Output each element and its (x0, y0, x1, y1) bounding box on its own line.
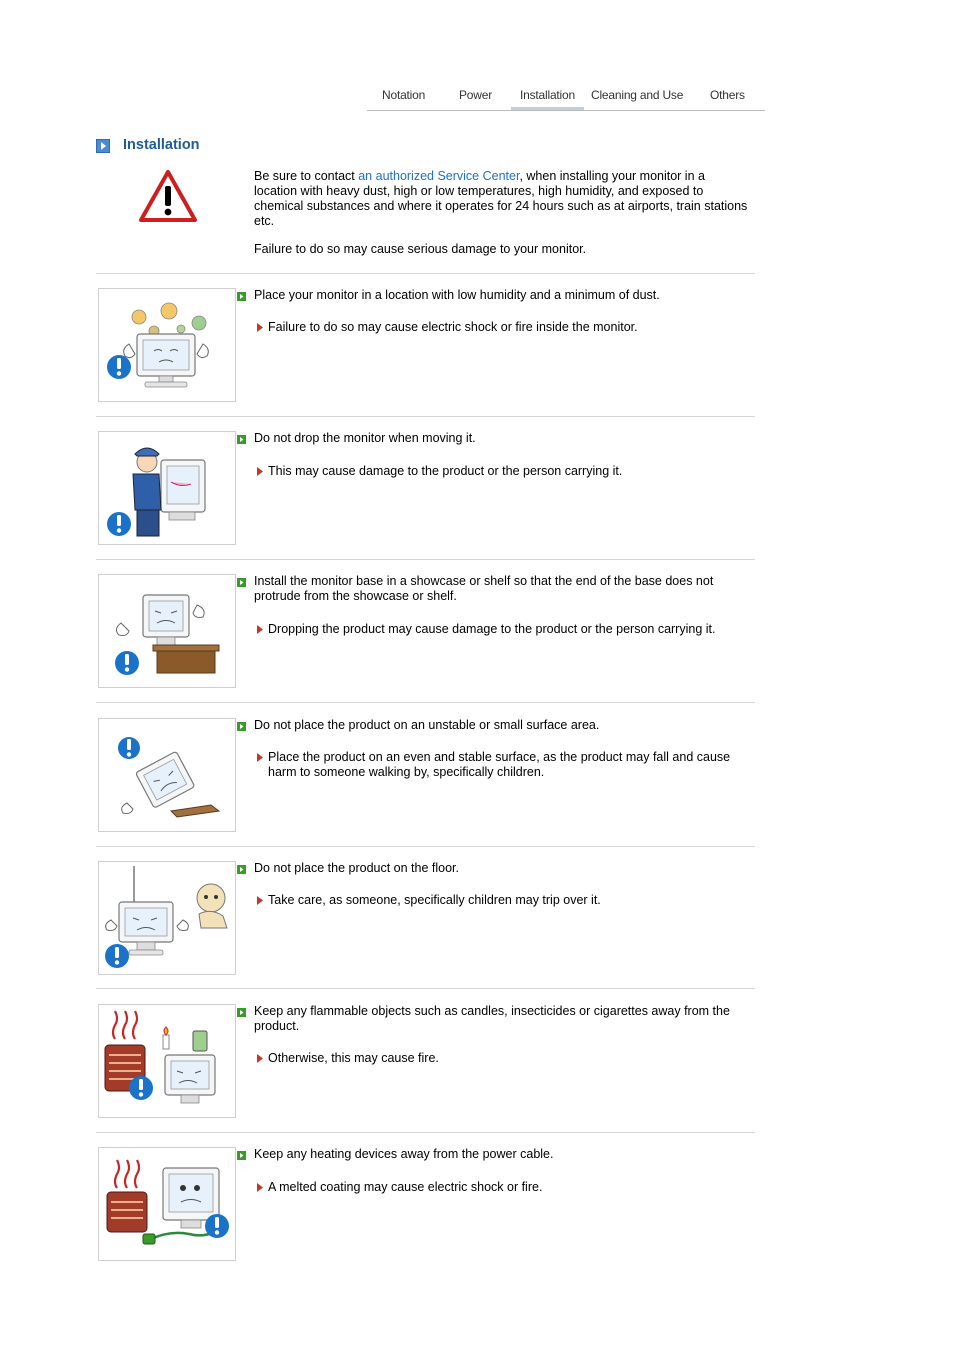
item-sub-label: This may cause damage to the product or the person carrying it. (268, 464, 623, 478)
play-arrow-icon (96, 139, 110, 153)
illustration-box (98, 431, 236, 545)
monitor-dust-icon (99, 289, 235, 401)
list-item (96, 1004, 755, 1120)
red-arrow-icon (257, 625, 263, 634)
red-arrow-icon (257, 1183, 263, 1192)
illustration-box (98, 718, 236, 832)
item-main-text: Do not place the product on an unstable or small surface area. (254, 718, 600, 732)
tab-power[interactable]: Power (459, 88, 493, 102)
monitor-falling-icon (99, 719, 235, 831)
illustration-box (98, 574, 236, 688)
red-arrow-icon (257, 467, 263, 476)
separator (96, 702, 755, 703)
page-title: Installation (123, 137, 200, 153)
intro-paragraph-2: Failure to do so may cause serious damage to your monitor. (254, 242, 587, 256)
item-sub-text (254, 320, 749, 335)
item-sub-text (254, 1180, 749, 1195)
tab-cleaning-and-use[interactable]: Cleaning and Use (591, 88, 684, 102)
tab-bar (367, 88, 765, 111)
separator (96, 416, 755, 417)
separator (96, 988, 755, 989)
red-arrow-icon (257, 323, 263, 332)
person-carrying-monitor-icon (99, 432, 235, 544)
monitor-flammable-icon (99, 1005, 235, 1117)
list-item (96, 288, 755, 404)
intro-paragraph (254, 169, 749, 229)
green-bullet-icon (237, 292, 246, 301)
illustration-box (98, 1004, 236, 1118)
red-arrow-icon (257, 753, 263, 762)
item-sub-label: Failure to do so may cause electric shock or fire inside the monitor. (268, 320, 638, 334)
tab-others[interactable]: Others (710, 88, 745, 102)
list-item (96, 1147, 755, 1263)
separator (96, 273, 755, 274)
list-item (96, 431, 755, 547)
monitor-heater-cable-icon (99, 1148, 235, 1260)
separator (96, 846, 755, 847)
illustration-box (98, 288, 236, 402)
item-sub-text (254, 1051, 749, 1066)
green-bullet-icon (237, 1008, 246, 1017)
tab-notation[interactable]: Notation (382, 88, 426, 102)
warning-triangle-icon (138, 169, 198, 223)
item-main-text: Do not drop the monitor when moving it. (254, 431, 476, 445)
item-sub-label: A melted coating may cause electric shock or fire. (268, 1180, 543, 1194)
item-sub-label: Place the product on an even and stable surface, as the product may fall and cause harm to someone walking by, specifically children. (268, 750, 731, 779)
item-sub-label: Take care, as someone, specifically children may trip over it. (268, 893, 601, 907)
monitor-on-shelf-icon (99, 575, 235, 687)
item-sub-label: Otherwise, this may cause fire. (268, 1051, 439, 1065)
illustration-box (98, 861, 236, 975)
item-main-text: Install the monitor base in a showcase or shelf so that the end of the base does not protrude from the showcase or shelf. (254, 574, 714, 603)
list-item (96, 718, 755, 834)
active-tab-indicator (511, 107, 584, 110)
item-main-text: Keep any flammable objects such as candles, insecticides or cigarettes away from the product. (254, 1004, 730, 1033)
green-bullet-icon (237, 435, 246, 444)
green-bullet-icon (237, 865, 246, 874)
item-main-text: Keep any heating devices away from the power cable. (254, 1147, 554, 1161)
item-sub-text (254, 464, 749, 479)
item-sub-text (254, 622, 749, 637)
item-main-text: Do not place the product on the floor. (254, 861, 459, 875)
service-center-link[interactable]: an authorized Service Center (358, 169, 520, 183)
green-bullet-icon (237, 1151, 246, 1160)
item-sub-text (254, 893, 749, 908)
red-arrow-icon (257, 1054, 263, 1063)
intro-prefix: Be sure to contact (254, 169, 359, 183)
list-item (96, 861, 755, 977)
intro-suffix: , when installing your monitor in a location with heavy dust, high or low temperatures, high humidity, and exposed to chemical substances and where it operates for 24 hours such as at airports, train stations etc. (254, 169, 748, 228)
list-item (96, 574, 755, 690)
tab-installation[interactable]: Installation (520, 88, 575, 102)
separator (96, 1132, 755, 1133)
green-bullet-icon (237, 722, 246, 731)
item-sub-text (254, 750, 749, 780)
illustration-box (98, 1147, 236, 1261)
item-main-text: Place your monitor in a location with low humidity and a minimum of dust. (254, 288, 660, 302)
intro-text (254, 169, 749, 270)
separator (96, 559, 755, 560)
green-bullet-icon (237, 578, 246, 587)
item-sub-label: Dropping the product may cause damage to the product or the person carrying it. (268, 622, 716, 636)
monitor-floor-child-icon (99, 862, 235, 974)
red-arrow-icon (257, 896, 263, 905)
